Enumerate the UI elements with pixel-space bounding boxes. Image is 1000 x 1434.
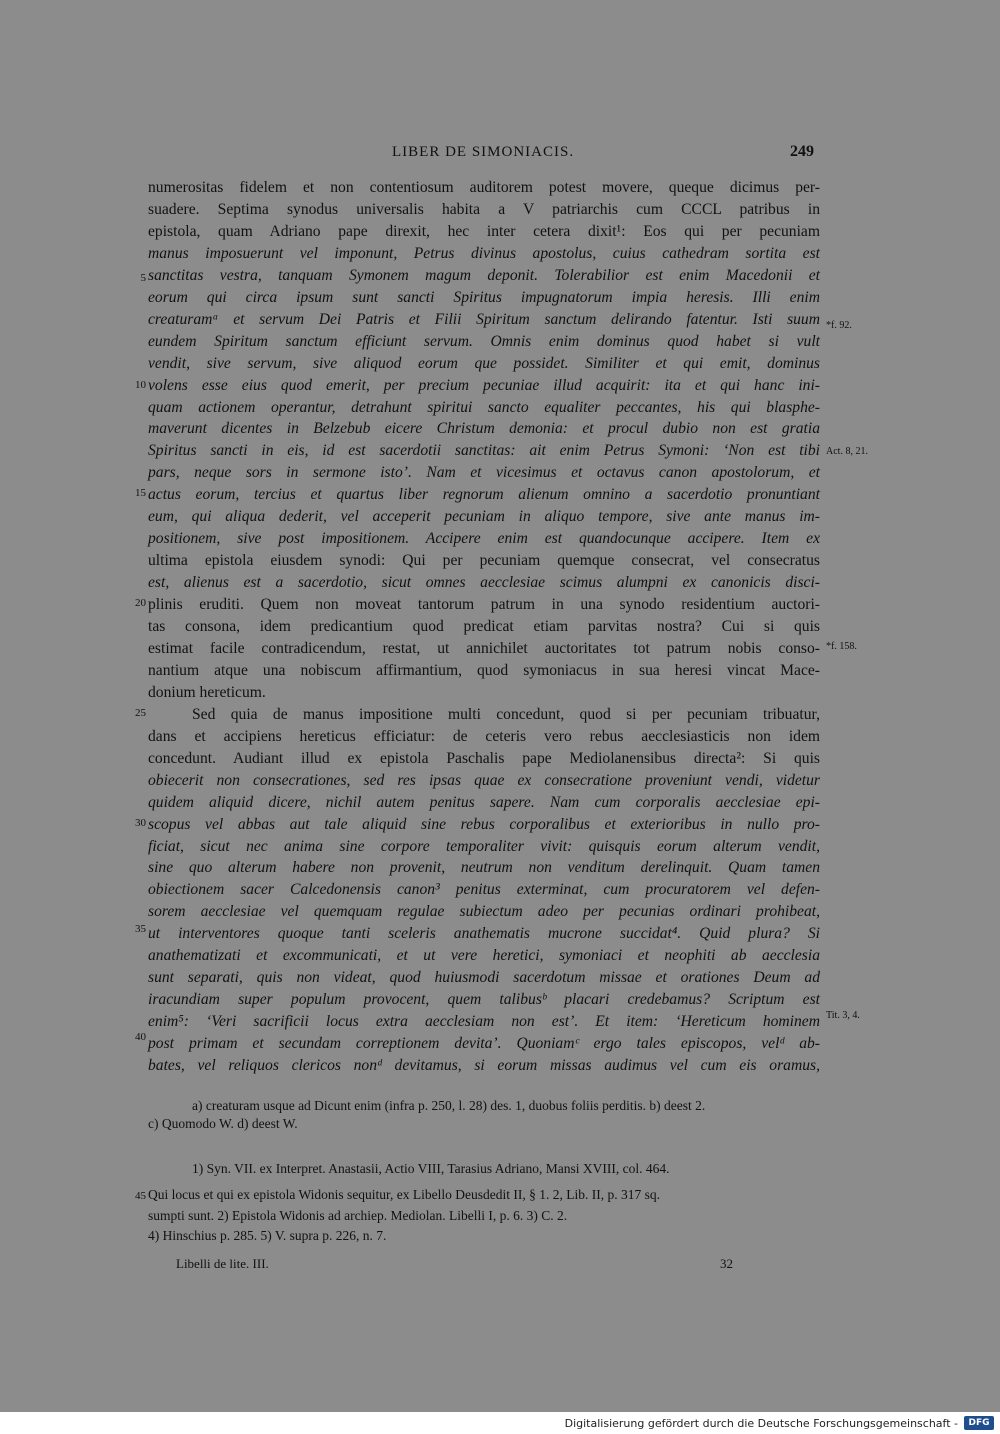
textual-note: a) creaturam usque ad Dicunt enim (infra p. 250, l. 28) des. 1, duobus foliis perditis. b) deest 2. [192, 1098, 706, 1113]
margin-reference: Tit. 3, 4. [826, 1010, 860, 1021]
running-header: LIBER DE SIMONIACIS. [392, 144, 575, 160]
text-line: Spiritus sancti in eis, id est sacerdotii sanctitas: ait enim Petrus Symoni: ‘Non est tibi [148, 442, 820, 459]
text-line: maverunt dicentes in Belzebub eicere Christum demonia: et procul dubio non est gratia [148, 420, 820, 437]
footnote: 1) Syn. VII. ex Interpret. Anastasii, Actio VIII, Tarasius Adriano, Mansi XVIII, col. 464. [192, 1161, 670, 1176]
footnote: 4) Hinschius p. 285. 5) V. supra p. 226, n. 7. [148, 1228, 387, 1243]
text-line: sunt separati, quis non videat, quod huiusmodi sacerdotum missae et orationes Deum ad [148, 969, 820, 986]
text-line: iracundiam super populum provocent, quem talibusᵇ placari credebamus? Scriptum est [148, 991, 820, 1008]
text-line: positionem, sive post impositionem. Accipere enim est quandocunque accipere. Item ex [148, 530, 820, 547]
text-line: anathematizati et excommunicati, et ut vere heretici, symoniaci et neophiti ab aecclesia [148, 947, 820, 964]
text-line: eum, qui aliqua dederit, vel acceperit pecuniam in aliquo tempore, sive ante manus im- [148, 508, 820, 525]
text-line: pars, neque sors in sermone isto’. Nam et vicesimus et octavus canon apostolorum, et [148, 464, 820, 481]
text-line: quidem aliquid dicere, nichil autem penitus sapere. Nam cum corporalis aecclesiae epi- [148, 794, 820, 811]
footnote: Qui locus et qui ex epistola Widonis sequitur, ex Libello Deusdedit II, § 1. 2, Lib. II, p. 317 sq. [148, 1187, 660, 1202]
margin-reference: *f. 92. [826, 320, 852, 331]
text-line: vendit, sive servum, sive aliquod eorum que possidet. Similiter et qui emit, dominus [148, 355, 820, 372]
text-line: scopus vel abbas aut tale aliquid sine rebus corporalibus et exterioribus in nullo pro- [148, 816, 820, 833]
line-number: 25 [135, 707, 146, 719]
margin-reference: Act. 8, 21. [826, 446, 868, 457]
text-line: est, alienus est a sacerdotio, sicut omnes aecclesiae scimus alumpni ex canonicis disci- [148, 574, 820, 591]
text-line: sorem aecclesiae vel quemquam regulae subiectum adeo per pecunias ordinari prohibeat, [148, 903, 820, 920]
text-line: obiectionem sacer Calcedonensis canon³ penitus exterminat, cum procuratorem vel defen- [148, 881, 820, 898]
text-line: eundem Spiritum sanctum efficiunt servum. Omnis enim dominus quod habet si vult [148, 333, 820, 350]
line-number: 5 [140, 272, 146, 284]
text-line: ut interventores quoque tanti sceleris anathematis mucrone succidat⁴. Quid plura? Si [148, 925, 820, 942]
text-line: numerositas fidelem et non contentiosum auditorem potest movere, queque dicimus per- [148, 179, 820, 196]
dfg-logo[interactable]: DFG [964, 1416, 994, 1430]
line-number: 15 [135, 487, 146, 499]
text-line: bates, vel reliquos clericos nonᵈ devitamus, si eorum missas audimus vel cum eis oramus, [148, 1057, 820, 1074]
text-line: obiecerit non consecrationes, sed res ipsas quae ex consecratione proveniunt vendi, videtur [148, 772, 820, 789]
margin-reference: *f. 158. [826, 641, 857, 652]
text-line: actus eorum, tercius et quartus liber regnorum alienum omnino a sacerdotio pronuntiant [148, 486, 820, 503]
text-line: sanctitas vestra, tanquam Symonem magum deponit. Tolerabilior est enim Macedonii et [148, 267, 820, 284]
text-line: quam actionem operantur, detrahunt spiritui sancto equaliter peccantes, his qui blasphe- [148, 399, 820, 416]
text-line: ultima epistola eiusdem synodi: Qui per pecuniam quemque consecrat, vel consecratus [148, 552, 820, 569]
line-number: 35 [135, 923, 146, 935]
text-line: Sed quia de manus impositione multi concedunt, quod si per pecuniam tribuatur, [192, 706, 820, 723]
text-line: ficiat, sicut nec anima sine corpore temporaliter vivit: quisquis eorum alterum vendit, [148, 838, 820, 855]
page-number: 249 [790, 143, 814, 160]
text-line: epistola, quam Adriano pape direxit, hec inter cetera dixit¹: Eos qui per pecuniam [148, 223, 820, 240]
text-line: manus imposuerunt vel imponunt, Petrus divinus apostolus, cuius cathedram sortita est [148, 245, 820, 262]
text-line: plinis eruditi. Quem non moveat tantorum patrum in una synodo residentium auctori- [148, 596, 820, 613]
line-number: 10 [135, 379, 146, 391]
text-line: post primam et secundam correptionem devita’. Quoniamᶜ ergo tales episcopos, velᵈ ab- [148, 1035, 820, 1052]
footnote: sumpti sunt. 2) Epistola Widonis ad archiep. Mediolan. Libelli I, p. 6. 3) C. 2. [148, 1208, 568, 1223]
text-line: concedunt. Audiant illud ex epistola Paschalis pape Mediolanensibus directa²: Si quis [148, 750, 820, 767]
textual-note: c) Quomodo W. d) deest W. [148, 1116, 298, 1131]
text-line: enim⁵: ‘Veri sacrificii locus extra aecclesiam non est’. Et item: ‘Hereticum hominem [148, 1013, 820, 1030]
funding-bar [0, 1412, 1000, 1434]
text-line: creaturamᵃ et servum Dei Patris et Filii Spiritum sanctum delirando fatentur. Isti suum [148, 311, 820, 328]
text-line: estimat facile contradicendum, restat, ut annichilet auctoritates tot patrum nobis conso- [148, 640, 820, 657]
line-number: 45 [135, 1190, 146, 1202]
text-line: sine quo alterum habere non provenit, neutrum non venditum derelinquit. Quam tamen [148, 859, 820, 876]
line-number: 20 [135, 597, 146, 609]
text-line: donium hereticum. [148, 684, 266, 701]
funding-text: Digitalisierung gefördert durch die Deutsche Forschungsgemeinschaft - [564, 1417, 958, 1430]
text-line: eorum qui circa ipsum sunt sancti Spiritus impugnatorum impia heresis. Illi enim [148, 289, 820, 306]
signature-footer: Libelli de lite. III. [176, 1256, 269, 1271]
text-line: dans et accipiens hereticus efficiatur: de ceteris vero rebus aecclesiasticis non idem [148, 728, 820, 745]
sheet-signature: 32 [720, 1256, 733, 1271]
text-line: tas consona, idem predicantium quod predicat etiam parvitas nostra? Cui si quis [148, 618, 820, 635]
text-line: suadere. Septima synodus universalis habita a V patriarchis cum CCCL patribus in [148, 201, 820, 218]
line-number: 40 [135, 1031, 146, 1043]
line-number: 30 [135, 817, 146, 829]
text-line: volens esse eius quod emerit, per precium pecuniae illud acquirit: ita et qui hanc ini- [148, 377, 820, 394]
text-line: nantium atque una nobiscum affirmantium, quod symoniacus in sua heresi vincat Mace- [148, 662, 820, 679]
